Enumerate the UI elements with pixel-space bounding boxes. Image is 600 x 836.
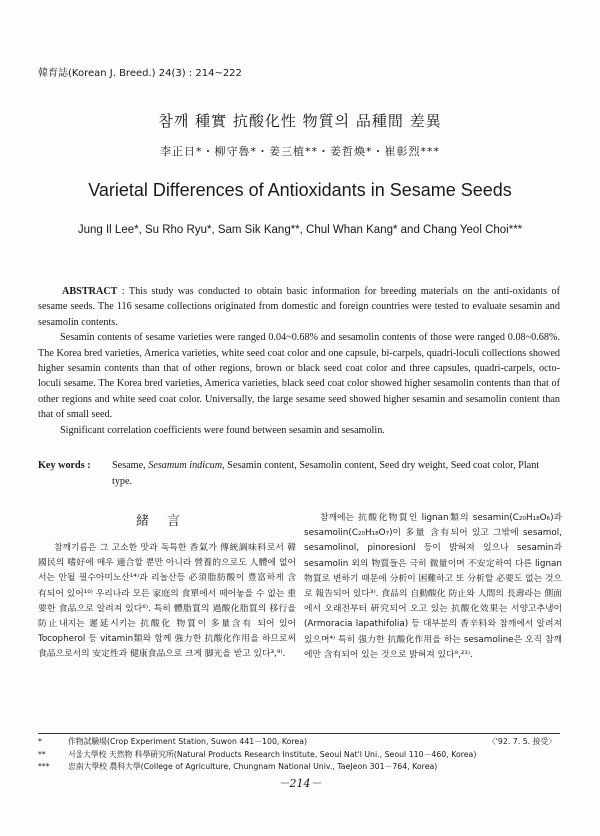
footnote-3 (38, 761, 560, 774)
abstract (38, 284, 560, 438)
korean-title: 참깨 種實 抗酸化性 物質의 品種間 差異 (158, 112, 442, 130)
abstract-paragraph-2: Sesamin contents of sesame varieties were ranged 0.04~0.68% and sesamolin contents of those were ranged 0.08~0.68%. The Korea bred varieties, America varieties, white seed coat color and one capsule, bi-carpels, quadri-loculi collections showed higher sesamin contents than that of other regions, brown or black seed coat color and three capsules, quadri-carpels, octo-loculi sesame. The Korea bred varieties, America varieties, black seed coat color showed higher sesamolin contents than that of other regions and white seed coat color. Universally, the large sesame seed showed higher sesamin and sesamolin content than that of small seed. (38, 332, 560, 421)
abstract-text-1: : This study was conducted to obtain basic information for breeding materials on the anti-oxidants of sesame seeds. The 116 sesame collections originated from domestic and foreign countries were tested to evaluate sesamin and sesamolin contents. (38, 286, 560, 328)
body-column-right (304, 511, 562, 663)
english-authors: Jung Il Lee*, Su Rho Ryu*, Sam Sik Kang**, Chul Whan Kang* and Chang Yeol Choi*** (77, 224, 523, 236)
footnote-divider (38, 733, 560, 734)
footnote-1 (38, 736, 560, 749)
footnote-mark: * (38, 737, 42, 746)
korean-authors: 李正日*・柳守魯*・姜三植**・姜哲煥*・崔彰烈*** (160, 145, 440, 158)
received-date: 〈'92. 7. 5. 接受〉 (487, 737, 556, 746)
footnote-2 (38, 749, 560, 762)
footnote-text: 忠南大學校 農科大學(College of Agriculture, Chungnam National Univ., TaeJeon 301－764, Korea) (68, 762, 438, 771)
keywords-label: Key words : (38, 460, 91, 471)
section-heading: 緒言 (135, 514, 198, 529)
english-title: Varietal Differences of Antioxidants in Sesame Seeds (88, 180, 512, 200)
body-paragraph-left: 참깨기름은 그 고소한 맛과 독특한 香氣가 傳統調味料로서 韓國民의 嗜好에 매우 適合할 뿐만 아니라 營養的으로도 人體에 없어서는 안될 필수아미노산¹⁴⁾과 리놀산등 必須脂肪酸이 豊富하게 含有되어 있어¹⁰⁾ 우리나라 모든 家庭의 食單에서 떼어놓을 수 없는 重要한 食品으로 알려져 있다⁶⁾. 특히 體脂質의 過酸化脂質의 移行을 防止내지는 遲延시키는 抗酸化 物質이 多量含有 되어 있어 Tocopherol 등 vitamin類와 함께 強力한 抗酸化作用을 하므로써 食品으로서의 安定性과 健康食品으로 크게 脚光을 받고 있다³,⁹⁾. (38, 543, 296, 660)
abstract-paragraph-1 (38, 284, 560, 330)
footnote-mark: ** (38, 749, 46, 759)
keywords-text: Sesame, Sesamum indicum, Sesamin content, Sesamolin content, Seed dry weight, Seed coat color, Plant type. (112, 460, 540, 487)
page-number: －214－ (278, 777, 322, 790)
footnote-mark: *** (38, 762, 50, 771)
keywords (38, 458, 560, 490)
body-column-left (38, 541, 296, 663)
footnotes (38, 736, 560, 774)
body-paragraph-right: 참깨에는 抗酸化物質인 lignan類의 sesamin(C₂₀H₁₈O₆)과 sesamolin(C₂₀H₁₈O₇)이 多量 含有되어 있고 그밖에 sesamol, sesamolinol, pinoresionl 등이 밝혀져 있으나 sesamin과 sesamolin 외의 物質들은 극히 微量이며 不安定하여 다른 lignan物質로 변하기 때문에 分析이 困難하고 또 分析할 必要도 없는 것으로 報告되어 있다³⁾. 食品의 自動酸化 防止와 人間의 長壽라는 側面에서 오래전부터 硏究되어 오고 있는 抗酸化效果는 서양고추냉이(Armoracia lapathifolia) 등 대부분의 香辛料와 참깨에서 알려져 있으며⁴⁾ 특히 强力한 抗酸化作用을 하는 sesamoline은 오직 참깨에만 含有되어 있는 것으로 밝혀져 있다⁹,²¹⁾. (304, 513, 562, 660)
abstract-paragraph-3: Significant correlation coefficients were found between sesamin and sesamolin. (60, 424, 385, 436)
footnote-text: 서울大學校 天然物 科學硏究所(Natural Products Research Institute, Seoul Nat'l Uni., Seoul 110－460, Korea) (68, 749, 477, 759)
abstract-label: ABSTRACT (62, 286, 118, 297)
footnote-text: 作物試驗場(Crop Experiment Station, Suwon 441－100, Korea) (68, 737, 308, 746)
journal-citation: 韓育誌(Korean J. Breed.) 24(3) : 214~222 (38, 68, 242, 79)
